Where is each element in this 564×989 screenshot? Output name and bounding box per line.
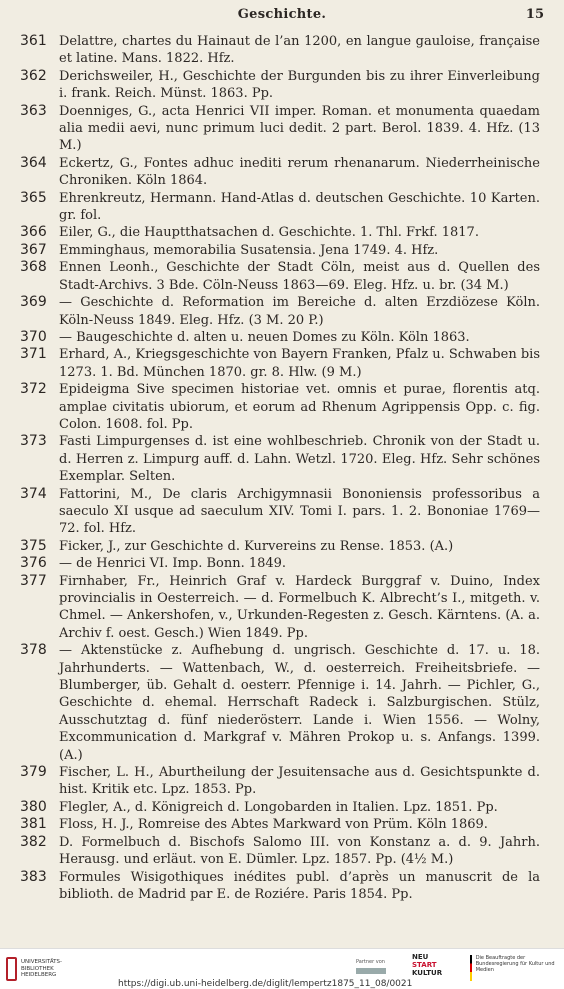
entry-text: Ficker, J., zur Geschichte d. Kurvereins zu Rense. 1853. (A.) bbox=[59, 538, 454, 554]
entry-text: Delattre, chartes du Hainaut de l’an 1200, en langue gauloise, française et latine. Mans. 1822. Hfz. bbox=[59, 34, 540, 67]
german-flag-icon bbox=[470, 955, 472, 981]
entry-number: 371 bbox=[20, 346, 47, 363]
catalogue-entry bbox=[20, 538, 540, 555]
library-logo[interactable] bbox=[6, 953, 76, 985]
entry-text: Epideigma Sive specimen historiae vet. omnis et purae, florentis atq. amplae civitatis ubiorum, et eorum ad Rhenum Agrippensis Opp. c. fig. Colon. 1608. fol. Pp. bbox=[59, 382, 540, 432]
catalogue-entry bbox=[20, 68, 540, 103]
library-seal-icon bbox=[6, 957, 17, 981]
library-name: UNIVERSITÄTS-BIBLIOTHEK HEIDELBERG bbox=[20, 959, 62, 979]
entry-text: Emminghaus, memorabilia Susatensia. Jena 1749. 4. Hfz. bbox=[59, 242, 439, 258]
entry-text: Ehrenkreutz, Hermann. Hand-Atlas d. deutschen Geschichte. 10 Karten. gr. fol. bbox=[59, 190, 540, 224]
entry-number: 373 bbox=[20, 433, 47, 450]
entry-text: Eiler, G., die Hauptthatsachen d. Geschichte. 1. Thl. Frkf. 1817. bbox=[59, 225, 479, 241]
page-url[interactable]: https://digi.ub.uni-heidelberg.de/diglit/lempertz1875_11_08/0021 bbox=[118, 979, 413, 989]
entry-number: 375 bbox=[20, 537, 47, 554]
entry-number: 366 bbox=[20, 224, 47, 241]
entry-number: 361 bbox=[20, 33, 47, 49]
entry-text: — de Henrici VI. Imp. Bonn. 1849. bbox=[59, 556, 287, 572]
catalogue-entry bbox=[20, 242, 540, 259]
catalogue-entry bbox=[20, 799, 540, 816]
entry-number: 374 bbox=[20, 485, 47, 502]
entry-number: 369 bbox=[20, 294, 47, 311]
entry-text: Floss, H. J., Romreise des Abtes Markward von Prüm. Köln 1869. bbox=[59, 817, 488, 833]
catalogue-entry bbox=[20, 869, 540, 904]
entry-number: 372 bbox=[20, 381, 47, 398]
entry-number: 370 bbox=[20, 328, 47, 345]
entry-number: 364 bbox=[20, 154, 47, 171]
catalogue-entry bbox=[20, 486, 540, 538]
catalogue-entry bbox=[20, 834, 540, 869]
entry-number: 363 bbox=[20, 102, 47, 119]
entry-text: — Baugeschichte d. alten u. neuen Domes zu Köln. Köln 1863. bbox=[59, 329, 470, 345]
entry-number: 382 bbox=[20, 833, 47, 850]
entry-number: 383 bbox=[20, 868, 47, 885]
neustart-line-1: NEU bbox=[412, 953, 429, 961]
entry-number: 367 bbox=[20, 241, 47, 258]
catalogue-entries bbox=[20, 33, 540, 903]
catalogue-entry bbox=[20, 764, 540, 799]
entry-text: Firnhaber, Fr., Heinrich Graf v. Hardeck Burggraf v. Duino, Index provincialis in Oesterreich. — d. Formelbuch K. Albrecht’s I., mitgeth. v. Chmel. — Ankershofen, v., Urkunden-Regesten z. Gesch. Kärntens. (A. a. Archiv f. oest. Gesch.) Wien 1849. Pp. bbox=[59, 573, 540, 641]
entry-text: Eckertz, G., Fontes adhuc inediti rerum rhenanarum. Niederrheinische Chroniken. Köln 1864. bbox=[59, 155, 540, 189]
catalogue-entry bbox=[20, 642, 540, 764]
catalogue-entry bbox=[20, 329, 540, 346]
entry-number: 368 bbox=[20, 259, 47, 276]
entry-text: Derichsweiler, H., Geschichte der Burgunden bis zu ihrer Einverleibung i. frank. Reich. Münst. 1863. Pp. bbox=[59, 68, 540, 102]
entry-number: 362 bbox=[20, 67, 47, 84]
page-header bbox=[0, 7, 564, 23]
entry-text: Doenniges, G., acta Henrici VII imper. Roman. et monumenta quaedam alia medii aevi, nunc primum luci dedit. 2 part. Berol. 1839. 4. Hfz. (13 M.) bbox=[59, 103, 540, 154]
catalogue-entry bbox=[20, 433, 540, 485]
viewer-footer bbox=[0, 948, 564, 989]
catalogue-entry bbox=[20, 155, 540, 190]
bkm-logo[interactable] bbox=[470, 955, 560, 983]
partner-logo bbox=[356, 959, 402, 981]
catalogue-entry bbox=[20, 346, 540, 381]
entry-text: Formules Wisigothiques inédites publ. d’après un manuscrit de la biblioth. de Madrid par E. de Roziére. Paris 1854. Pp. bbox=[59, 869, 540, 902]
entry-number: 376 bbox=[20, 555, 47, 572]
catalogue-entry bbox=[20, 573, 540, 643]
entry-number: 377 bbox=[20, 572, 47, 589]
entry-text: D. Formelbuch d. Bischofs Salomo III. von Konstanz a. d. 9. Jahrh. Herausg. und erläut. von E. Dümler. Lpz. 1857. Pp. (4½ M.) bbox=[59, 834, 540, 868]
entry-text: — Geschichte d. Reformation im Bereiche d. alten Erzdiözese Köln. Köln-Neuss 1849. Eleg. Hfz. (3 M. 20 P.) bbox=[59, 295, 540, 328]
entry-text: Ennen Leonh., Geschichte der Stadt Cöln, meist aus d. Quellen des Stadt-Archivs. 3 Bde. Cöln-Neuss 1863—69. Eleg. Hfz. u. br. (34 M.) bbox=[59, 260, 540, 293]
page-number: 15 bbox=[525, 7, 544, 22]
catalogue-entry bbox=[20, 190, 540, 225]
catalogue-entry bbox=[20, 103, 540, 155]
entry-number: 380 bbox=[20, 798, 47, 815]
catalogue-entry bbox=[20, 816, 540, 833]
catalogue-entry bbox=[20, 259, 540, 294]
bkm-text: Die Beauftragte der Bundesregierung für Kultur und Medien bbox=[475, 955, 555, 973]
neustart-line-3: KULTUR bbox=[412, 969, 443, 977]
page-title: Geschichte. bbox=[237, 7, 327, 22]
entry-text: Fattorini, M., De claris Archigymnasii Bononiensis professoribus a saeculo XI usque ad saeculum XIV. Tomi I. pars. 1. 2. Bononiae 1769—72. fol. Hfz. bbox=[59, 486, 540, 537]
catalogue-entry bbox=[20, 294, 540, 329]
entry-number: 365 bbox=[20, 189, 47, 206]
catalogue-entry bbox=[20, 555, 540, 572]
entry-text: Fischer, L. H., Aburtheilung der Jesuitensache aus d. Gesichtspunkte d. hist. Kritik etc. Lpz. 1853. Pp. bbox=[59, 765, 540, 798]
entry-text: Flegler, A., d. Königreich d. Longobarden in Italien. Lpz. 1851. Pp. bbox=[59, 799, 498, 815]
partner-mark-icon bbox=[356, 968, 386, 974]
entry-text: — Aktenstücke z. Aufhebung d. ungrisch. Geschichte d. 17. u. 18. Jahrhunderts. — Wattenbach, W., d. oesterreich. Freiheitsbriefe. — Blumberger, üb. Gehalt d. oesterr. Pfennige i. 14. Jahrh. — Pichler, G., Geschichte d. ehemal. Herrschaft Radeck i. Salzburgischen. Stülz, Ausschutztag d. fünf niederösterr. Lande i. Wien 1556. — Wolny, Excommunication d. Markgraf v. Mähren Prokop u. s. Anfangs. 1399. (A.) bbox=[59, 643, 540, 763]
catalogue-entry bbox=[20, 33, 540, 68]
catalogue-entry bbox=[20, 224, 540, 241]
entry-text: Erhard, A., Kriegsgeschichte von Bayern Franken, Pfalz u. Schwaben bis 1273. 1. Bd. München 1870. gr. 8. Hlw. (9 M.) bbox=[59, 347, 540, 380]
entry-number: 381 bbox=[20, 816, 47, 833]
partner-label: Partner von bbox=[356, 959, 385, 965]
neustart-line-2: START bbox=[412, 961, 437, 969]
neustart-kultur-logo[interactable] bbox=[412, 953, 442, 977]
entry-number: 378 bbox=[20, 642, 47, 659]
catalogue-entry bbox=[20, 381, 540, 433]
entry-text: Fasti Limpurgenses d. ist eine wohlbeschrieb. Chronik von der Stadt u. d. Herren z. Limpurg auff. d. Lahn. Wetzl. 1720. Eleg. Hfz. Sehr schönes Exemplar. Selten. bbox=[59, 434, 540, 485]
entry-number: 379 bbox=[20, 764, 47, 781]
